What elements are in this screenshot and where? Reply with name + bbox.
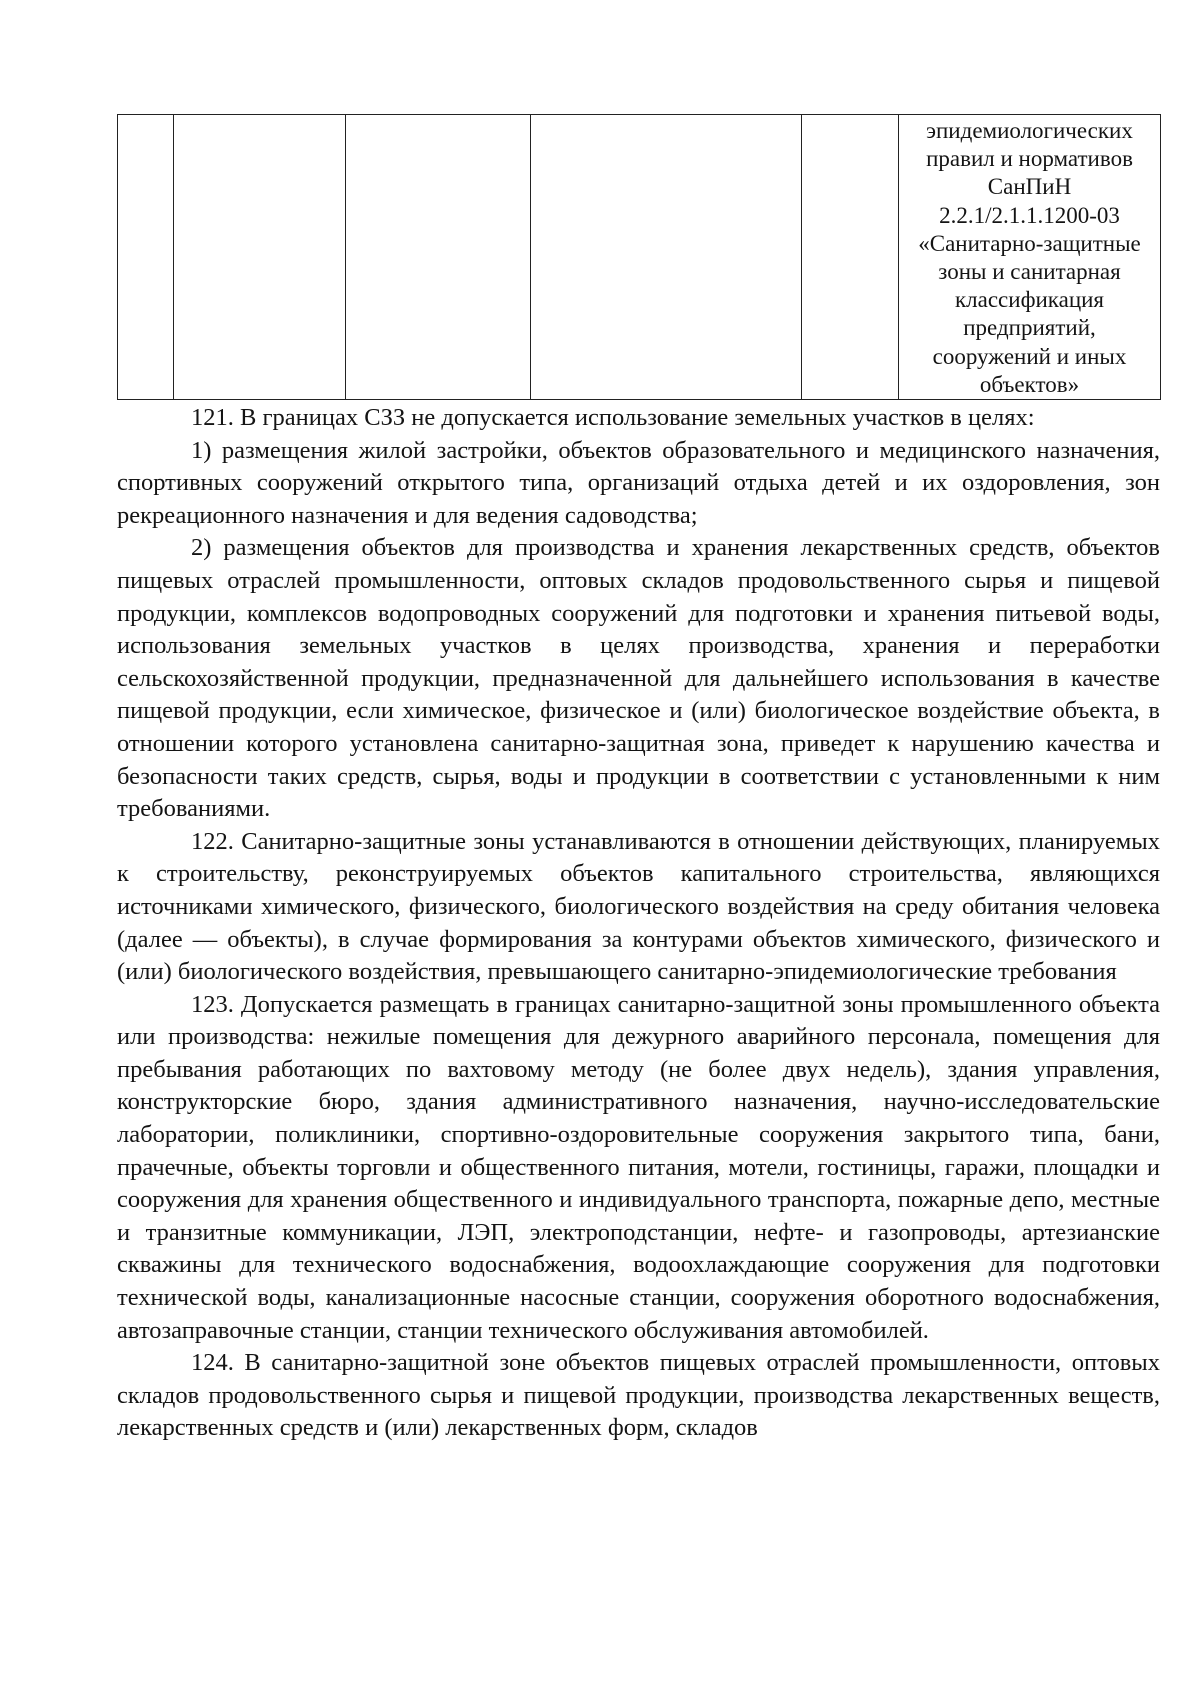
cell-line: предприятий, — [963, 315, 1096, 341]
document-body — [117, 402, 1160, 1445]
cell-line: объектов» — [979, 371, 1080, 397]
table-cell-5 — [802, 115, 899, 400]
table-cell-1 — [118, 115, 174, 400]
paragraph-121: 121. В границах СЗЗ не допускается использование земельных участков в целях: — [191, 404, 1035, 431]
cell-line: зоны и санитарная — [938, 259, 1121, 285]
table-row — [118, 115, 1161, 400]
paragraph-123: 123. Допускается размещать в границах санитарно-защитной зоны промышленного объекта или производства: нежилые помещения для дежурного аварийного персонала, помещения для пребывания работающих по вахтовому методу (не более двух недель), здания управления, конструкторские бюро, здания административного назначения, научно-исследовательские лаборатории, поликлиники, спортивно-оздоровительные сооружения закрытого типа, бани, прачечные, объекты торговли и общественного питания, мотели, гостиницы, гаражи, площадки и сооружения для хранения общественного и индивидуального транспорта, пожарные депо, местные и транзитные коммуникации, ЛЭП, электроподстанции, нефте- и газопроводы, артезианские скважины для технического водоснабжения, водоохлаждающие сооружения для подготовки технической воды, канализационные насосные станции, сооружения оборотного водоснабжения, автозаправочные станции, станции технического обслуживания автомобилей. — [117, 990, 1160, 1344]
paragraph-122: 122. Санитарно-защитные зоны устанавливаются в отношении действующих, планируемых к строительству, реконструируемых объектов капитального строительства, являющихся источниками химического, физического, биологического воздействия на среду обитания человека (далее — объекты), в случае формирования за контурами объектов химического, физического и (или) биологического воздействия, превышающего санитарно-эпидемиологические требования — [117, 827, 1160, 986]
cell-line: сооружений и иных — [932, 343, 1127, 369]
table-cell-4 — [531, 115, 802, 400]
table-cell-2 — [174, 115, 346, 400]
table-cell-6 — [899, 115, 1161, 400]
cell-line: «Санитарно-защитные — [918, 230, 1141, 256]
cell-line: эпидемиологических — [926, 118, 1133, 143]
table-cell-text — [899, 115, 1160, 399]
cell-line: классификация — [954, 287, 1105, 313]
cell-line: СанПиН — [987, 174, 1072, 200]
paragraph-121-item-2: 2) размещения объектов для производства и хранения лекарственных средств, объектов пищевых отраслей промышленности, оптовых складов продовольственного сырья и пищевой продукции, комплексов водопроводных сооружений для подготовки и хранения питьевой воды, использования земельных участков в целях производства, хранения и переработки сельскохозяйственной продукции, предназначенной для дальнейшего использования в качестве пищевой продукции, если химическое, физическое и (или) биологическое воздействие объекта, в отношении которого установлена санитарно-защитная зона, приведет к нарушению качества и безопасности таких средств, сырья, воды и продукции в соответствии с установленными к ним требованиями. — [117, 534, 1160, 823]
document-table — [117, 114, 1161, 400]
table-cell-3 — [346, 115, 531, 400]
paragraph-124: 124. В санитарно-защитной зоне объектов пищевых отраслей промышленности, оптовых складов продовольственного сырья и пищевой продукции, производства лекарственных веществ, лекарственных средств и (или) лекарственных форм, складов — [117, 1349, 1160, 1442]
cell-line: правил и нормативов — [926, 146, 1133, 172]
paragraph-121-item-1: 1) размещения жилой застройки, объектов образовательного и медицинского назначения, спортивных сооружений открытого типа, организаций отдыха детей и их оздоровления, зон рекреационного назначения и для ведения садоводства; — [117, 436, 1160, 529]
cell-line: 2.2.1/2.1.1.1200-03 — [939, 202, 1120, 228]
